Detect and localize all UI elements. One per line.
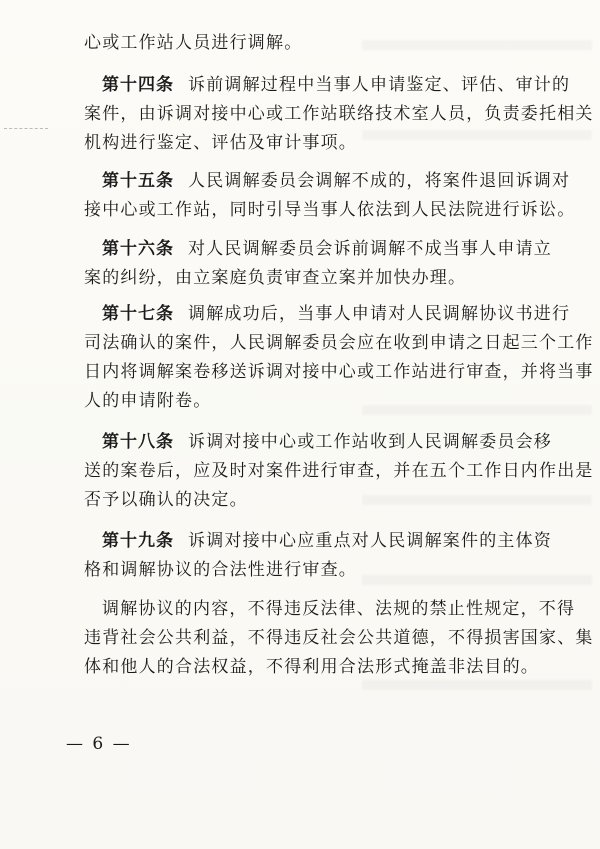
article-heading-line: 第十四条 诉前调解过程中当事人申请鉴定、评估、审计的 — [102, 75, 571, 95]
article-number: 第十七条 — [102, 304, 174, 324]
text-line: 案的纠纷，由立案庭负责审查立案并加快办理。 — [84, 268, 467, 288]
article-heading-line: 第十九条 诉调对接中心应重点对人民调解案件的主体资 — [102, 531, 552, 551]
text-line: 格和调解协议的合法性进行审查。 — [84, 560, 357, 580]
bleed-through-mark — [362, 130, 592, 140]
margin-mark — [4, 128, 48, 131]
text-line: 人的申请附卷。 — [84, 391, 212, 411]
article-number: 第十五条 — [102, 171, 174, 191]
text-line: 调解协议的内容，不得违反法律、法规的禁止性规定，不得 — [102, 599, 576, 619]
bleed-through-mark — [362, 575, 592, 585]
article-number: 第十四条 — [102, 75, 174, 95]
article-heading-line: 第十六条 对人民调解委员会诉前调解不成当事人申请立 — [102, 239, 552, 259]
page-number: — 6 — — [66, 734, 132, 754]
text-line: 接中心或工作站，同时引导当事人依法到人民法院进行诉讼。 — [84, 200, 576, 220]
article-number: 第十六条 — [102, 239, 174, 259]
text-line: 违背社会公共利益，不得违反社会公共道德，不得损害国家、集 — [84, 628, 594, 648]
bleed-through-mark — [362, 405, 592, 415]
article-heading-line: 第十七条 调解成功后，当事人申请对人民调解协议书进行 — [102, 304, 571, 324]
text-line: 心或工作站人员进行调解。 — [84, 33, 303, 53]
text-line: 否予以确认的决定。 — [84, 490, 248, 510]
text-line: 司法确认的案件，人民调解委员会应在收到申请之日起三个工作 — [84, 333, 594, 353]
text-line: 送的案卷后，应及时对案件进行审查，并在五个工作日内作出是 — [84, 461, 594, 481]
text-line: 日内将调解案卷移送诉调对接中心或工作站进行审查，并将当事 — [84, 362, 594, 382]
article-heading-line: 第十五条 人民调解委员会调解不成的，将案件退回诉调对 — [102, 171, 571, 191]
bleed-through-mark — [362, 40, 592, 50]
bleed-through-mark — [362, 495, 592, 505]
bleed-through-mark — [362, 680, 592, 690]
text-line: 案件，由诉调对接中心或工作站联络技术室人员，负责委托相关 — [84, 104, 594, 124]
text-line: 体和他人的合法权益，不得利用合法形式掩盖非法目的。 — [84, 657, 539, 677]
article-number: 第十八条 — [102, 432, 174, 452]
article-number: 第十九条 — [102, 531, 174, 551]
article-heading-line: 第十八条 诉调对接中心或工作站收到人民调解委员会移 — [102, 432, 552, 452]
text-line: 机构进行鉴定、评估及审计事项。 — [84, 133, 357, 153]
